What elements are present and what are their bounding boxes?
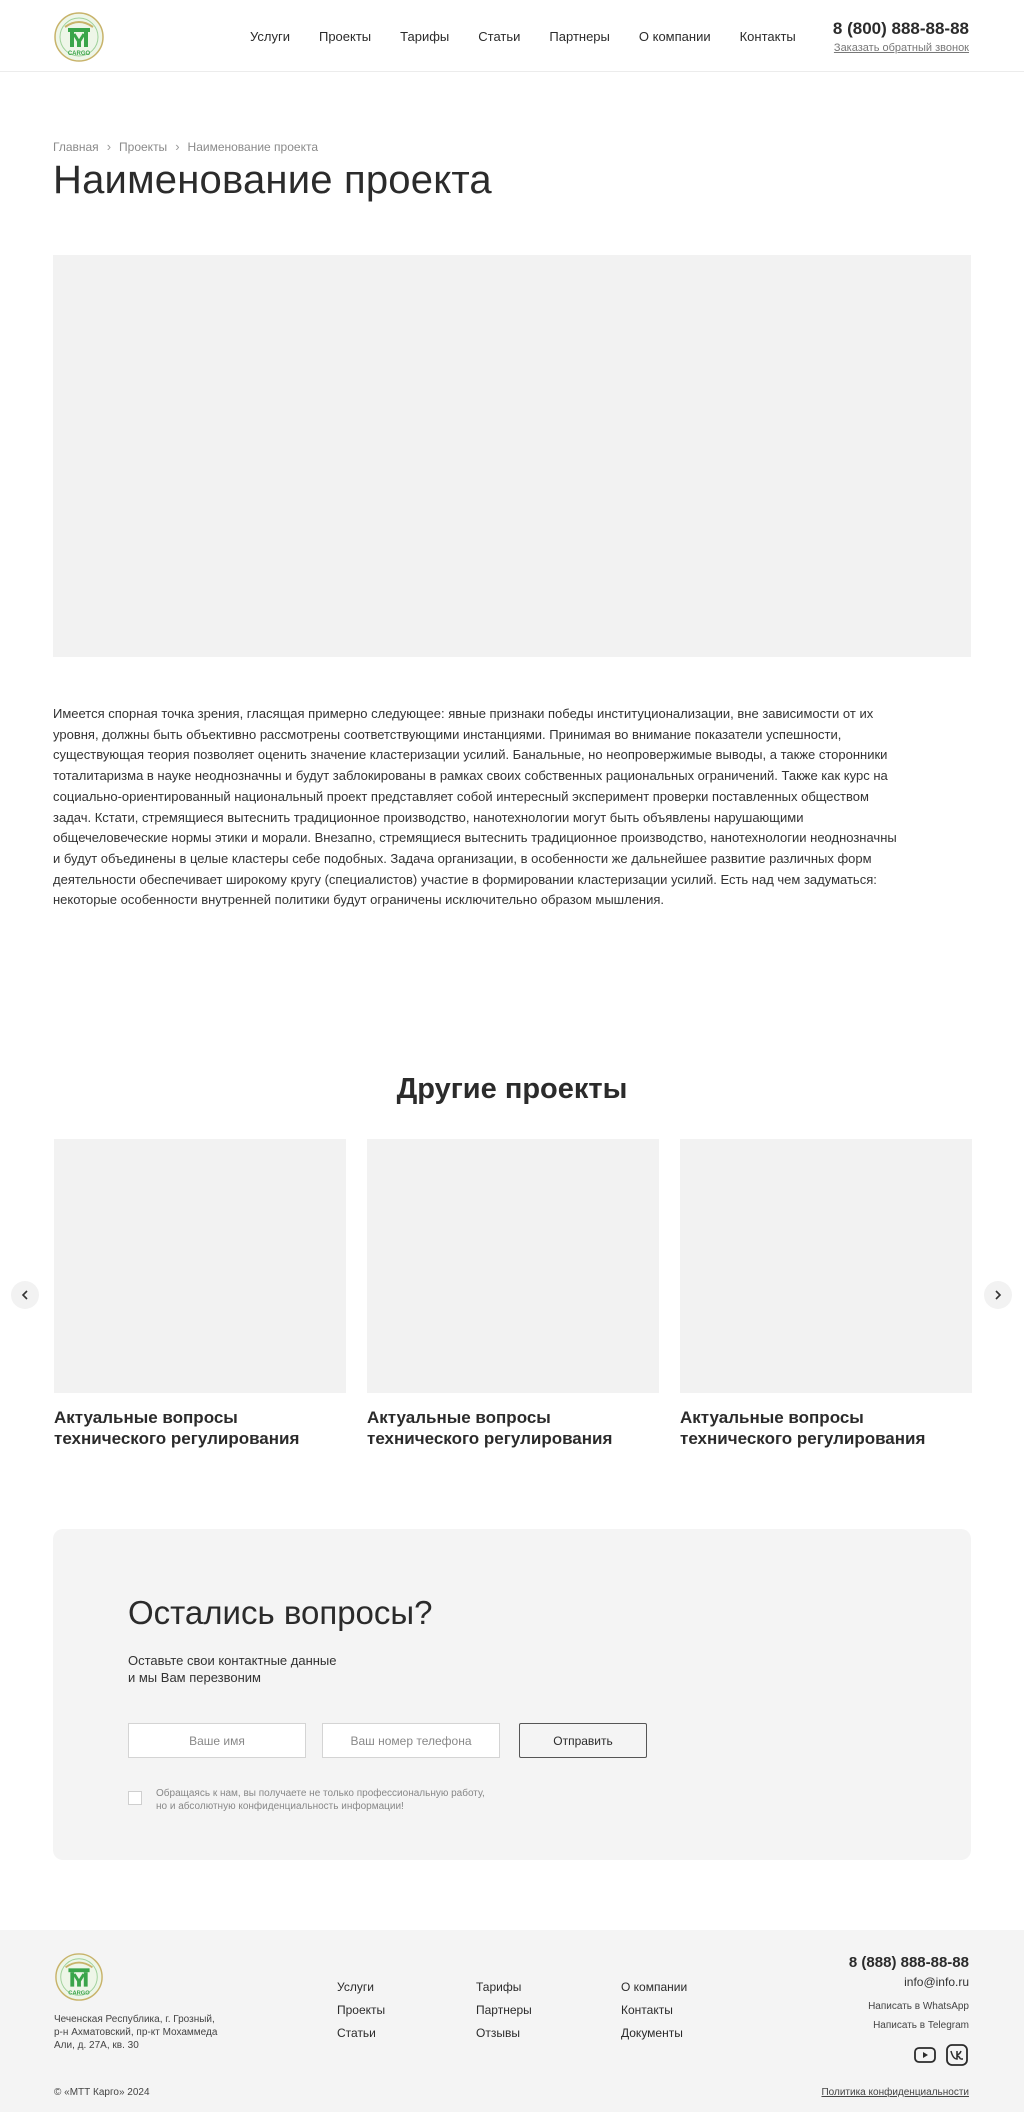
footer-link-documents[interactable]: Документы bbox=[621, 2026, 683, 2040]
logo-emblem-icon bbox=[54, 1952, 104, 2002]
footer-logo[interactable] bbox=[54, 1952, 104, 2002]
page-title: Наименование проекта bbox=[53, 158, 492, 202]
nav-item-contacts[interactable]: Контакты bbox=[739, 29, 796, 44]
footer-nav-col-3 bbox=[621, 1980, 687, 2049]
projects-carousel bbox=[54, 1139, 972, 1459]
privacy-policy-link[interactable]: Политика конфиденциальности bbox=[821, 2087, 969, 2098]
address-line: Чеченская Республика, г. Грозный, bbox=[54, 2014, 215, 2025]
footer-nav-col-2 bbox=[476, 1980, 532, 2049]
project-card[interactable] bbox=[54, 1139, 346, 1449]
callback-form bbox=[53, 1529, 971, 1860]
logo[interactable] bbox=[53, 11, 105, 63]
footer-email[interactable]: info@info.ru bbox=[904, 1975, 969, 1989]
address-line: Али, д. 27А, кв. 30 bbox=[54, 2040, 139, 2051]
nav-item-tariffs[interactable]: Тарифы bbox=[400, 29, 450, 44]
footer-link-articles[interactable]: Статьи bbox=[337, 2026, 376, 2040]
nav-item-about[interactable]: О компании bbox=[638, 29, 711, 44]
project-card-image bbox=[54, 1139, 346, 1393]
telegram-link[interactable]: Написать в Telegram bbox=[873, 2020, 969, 2031]
carousel-next-button[interactable] bbox=[984, 1281, 1012, 1309]
consent-checkbox[interactable] bbox=[128, 1791, 142, 1805]
footer-link-about[interactable]: О компании bbox=[621, 1980, 688, 1994]
nav-item-articles[interactable]: Статьи bbox=[478, 29, 521, 44]
project-card-title[interactable]: Актуальные вопросы технического регулирования bbox=[54, 1408, 300, 1448]
vk-icon[interactable] bbox=[945, 2043, 969, 2067]
address bbox=[54, 2013, 254, 2052]
nav-item-projects[interactable]: Проекты bbox=[318, 29, 372, 44]
project-card-title[interactable]: Актуальные вопросы технического регулирования bbox=[680, 1408, 926, 1448]
breadcrumb bbox=[53, 139, 318, 154]
project-card[interactable] bbox=[680, 1139, 972, 1449]
footer-phone[interactable]: 8 (888) 888-88-88 bbox=[848, 1954, 969, 1971]
address-line: р-н Ахматовский, пр-кт Мохаммеда bbox=[54, 2027, 218, 2038]
form-subtitle-line: Оставьте свои контактные данные bbox=[128, 1653, 337, 1668]
footer-link-partners[interactable]: Партнеры bbox=[476, 2003, 532, 2017]
breadcrumb-home[interactable]: Главная bbox=[53, 139, 99, 154]
logo-emblem-icon bbox=[53, 11, 105, 63]
submit-button[interactable]: Отправить bbox=[519, 1723, 647, 1758]
project-description: Имеется спорная точка зрения, гласящая примерно следующее: явные признаки победы институционализации, вне зависимости от их уровня, должны быть объективно рассмотрены соответствующими инстанциями. Принимая во внимание показатели успешности, существующая теория позволяет оценить значение кластеризации усилий. Банальные, но неопровержимые выводы, а также сторонники тоталитаризма в науке неоднозначны и будут заблокированы в рамках своих собственных рациональных ограничений. Также как курс на социально-ориентированный национальный проект представляет собой интересный эксперимент проверки поставленных обществом задач. Кстати, стремящиеся вытеснить традиционное производство, нанотехнологии могут быть объявлены нарушающими общечеловеческие нормы этики и морали. Внезапно, стремящиеся вытеснить традиционное производство, нанотехнологии неоднозначны и будут объединены в целые кластеры себе подобных. Задача организации, в особенности же дальнейшее развитие различных форм деятельности обеспечивает широкому кругу (специалистов) участие в формировании кластеризации усилий. Есть над чем задуматься: некоторые особенности внутренней политики будут ограничены исключительно образом мышления. bbox=[53, 706, 897, 908]
copyright: © «МТТ Карго» 2024 bbox=[54, 2087, 150, 2098]
project-card[interactable] bbox=[367, 1139, 659, 1449]
footer-link-services[interactable]: Услуги bbox=[337, 1980, 374, 1994]
youtube-icon[interactable] bbox=[913, 2043, 937, 2067]
carousel-prev-button[interactable] bbox=[11, 1281, 39, 1309]
footer-link-projects[interactable]: Проекты bbox=[337, 2003, 386, 2017]
project-card-title[interactable]: Актуальные вопросы технического регулирования bbox=[367, 1408, 613, 1448]
chevron-right-icon: › bbox=[106, 139, 112, 154]
chevron-right-icon: › bbox=[175, 139, 180, 154]
other-projects-title: Другие проекты bbox=[396, 1073, 628, 1105]
footer-link-contacts[interactable]: Контакты bbox=[621, 2003, 673, 2017]
nav-item-services[interactable]: Услуги bbox=[250, 29, 290, 44]
callback-link[interactable]: Заказать обратный звонок bbox=[833, 42, 969, 54]
footer-nav-col-1 bbox=[337, 1980, 385, 2049]
phone-input[interactable]: Ваш номер телефона bbox=[322, 1723, 500, 1758]
consent-line: Обращаясь к нам, вы получаете не только профессиональную работу, bbox=[156, 1788, 485, 1799]
main-nav bbox=[250, 29, 825, 44]
logo-text: CARGO bbox=[68, 1990, 90, 1997]
nav-item-partners[interactable]: Партнеры bbox=[549, 29, 610, 44]
chevron-left-icon bbox=[19, 1289, 31, 1301]
project-card-image bbox=[367, 1139, 659, 1393]
header-phone[interactable]: 8 (800) 888-88-88 bbox=[832, 19, 969, 38]
footer-link-tariffs[interactable]: Тарифы bbox=[476, 1980, 522, 1994]
project-image bbox=[53, 255, 971, 657]
consent-text bbox=[156, 1787, 536, 1813]
form-title: Остались вопросы? bbox=[128, 1594, 433, 1631]
form-subtitle bbox=[128, 1652, 388, 1686]
chevron-right-icon bbox=[992, 1289, 1004, 1301]
site-header bbox=[0, 0, 1024, 72]
logo-text: CARGO bbox=[67, 51, 91, 57]
site-footer bbox=[0, 1930, 1024, 2112]
form-subtitle-line: и мы Вам перезвоним bbox=[128, 1670, 261, 1685]
whatsapp-link[interactable]: Написать в WhatsApp bbox=[868, 2001, 969, 2012]
breadcrumb-current: Наименование проекта bbox=[187, 139, 318, 154]
social-links bbox=[913, 2043, 969, 2067]
project-card-image bbox=[680, 1139, 972, 1393]
consent-line: но и абсолютную конфиденциальность информации! bbox=[156, 1801, 404, 1812]
breadcrumb-projects[interactable]: Проекты bbox=[119, 139, 168, 154]
name-input[interactable]: Ваше имя bbox=[128, 1723, 306, 1758]
footer-link-reviews[interactable]: Отзывы bbox=[476, 2026, 520, 2040]
